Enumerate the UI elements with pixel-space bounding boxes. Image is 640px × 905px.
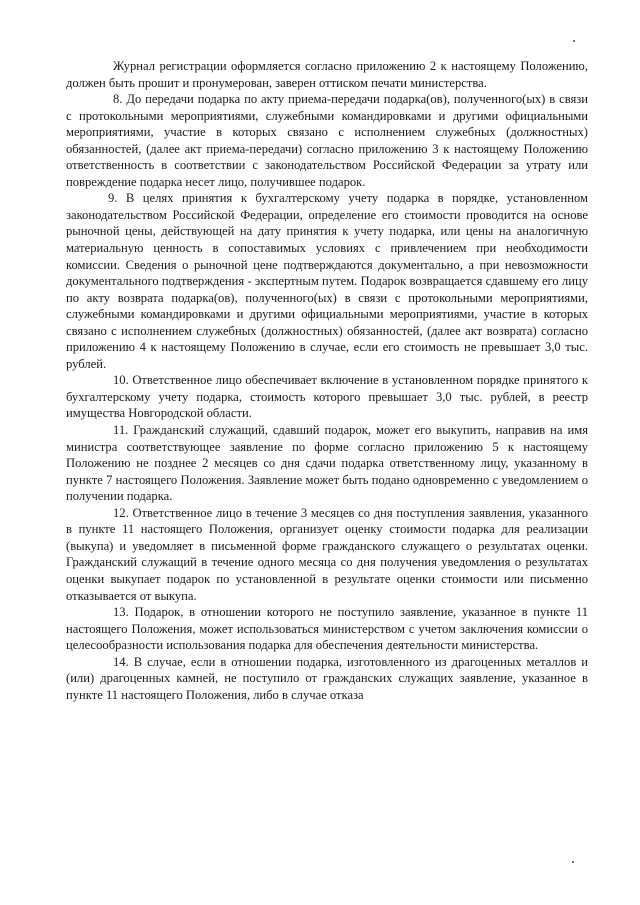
paragraph-12: 12. Ответственное лицо в течение 3 месяцев со дня поступления заявления, указанного в пункте 11 настоящего Положения, организует оценку стоимости подарка для реализации (выкупа) и уведомляет в письменной форме гражданского служащего о результатах оценки. Гражданский служащий в течение одного месяца со дня получения уведомления о результатах оценки выкупает подарок по установленной в результате оценки стоимости или письменно отказывается от выкупа.	[66, 505, 588, 603]
scan-speck	[573, 40, 575, 42]
paragraph-11: 11. Гражданский служащий, сдавший подарок, может его выкупить, направив на имя министра соответствующее заявление по форме согласно приложению 5 к настоящему Положению не позднее 2 месяцев со дня сдачи подарка ответственному лицу, указанному в пункте 7 настоящего Положения. Заявление может быть подано одновременно с уведомлением о получении подарка.	[66, 423, 588, 504]
paragraph-9: 9. В целях принятия к бухгалтерскому учету подарка в порядке, установленном законодательством Российской Федерации, определение его стоимости проводится на основе рыночной цены, действующей на дату принятия к учету подарка, или цены на аналогичную материальную ценность в сопоставимых условиях с привлечением при необходимости комиссии. Сведения о рыночной цене подтверждаются документально, а при невозможности документального подтверждения - экспертным путем. Подарок возвращается сдавшему его лицу по акту возврата подарка(ов), полученного(ых) в связи с протокольными мероприятиями, служебными командировками и другими официальными мероприятиями, участие в которых связано с исполнением служебных (должностных) обязанностей, (далее акт возврата) согласно приложению 4 к настоящему Положению в случае, если его стоимость не превышает 3,0 тыс. рублей.	[66, 191, 588, 371]
paragraph-14: 14. В случае, если в отношении подарка, изготовленного из драгоценных металлов и (или) драгоценных камней, не поступило от гражданских служащих заявление, указанное в пункте 11 настоящего Положения, либо в случае отказа	[66, 654, 588, 702]
paragraph-8: 8. До передачи подарка по акту приема-передачи подарка(ов), полученного(ых) в связи с протокольными мероприятиями, служебными командировками и другими официальными мероприятиями, участие в которых связано с исполнением служебных (должностных) обязанностей, (далее акт приема-передачи) согласно приложению 3 к настоящему Положению ответственность в соответствии с законодательством Российской Федерации за утрату или повреждение подарка несет лицо, получившее подарок.	[66, 92, 588, 189]
paragraph-journal: Журнал регистрации оформляется согласно приложению 2 к настоящему Положению, должен быть прошит и пронумерован, заверен оттиском печати министерства.	[66, 59, 588, 90]
document-body	[66, 58, 588, 703]
scan-speck	[572, 861, 574, 863]
paragraph-10: 10. Ответственное лицо обеспечивает включение в установленном порядке принятого к бухгалтерскому учету подарка, стоимость которого превышает 3,0 тыс. рублей, в реестр имущества Новгородской области.	[66, 373, 588, 421]
paragraph-13: 13. Подарок, в отношении которого не поступило заявление, указанное в пункте 11 настоящего Положения, может использоваться министерством с учетом заключения комиссии о целесообразности использования подарка для обеспечения деятельности министерства.	[66, 605, 588, 653]
